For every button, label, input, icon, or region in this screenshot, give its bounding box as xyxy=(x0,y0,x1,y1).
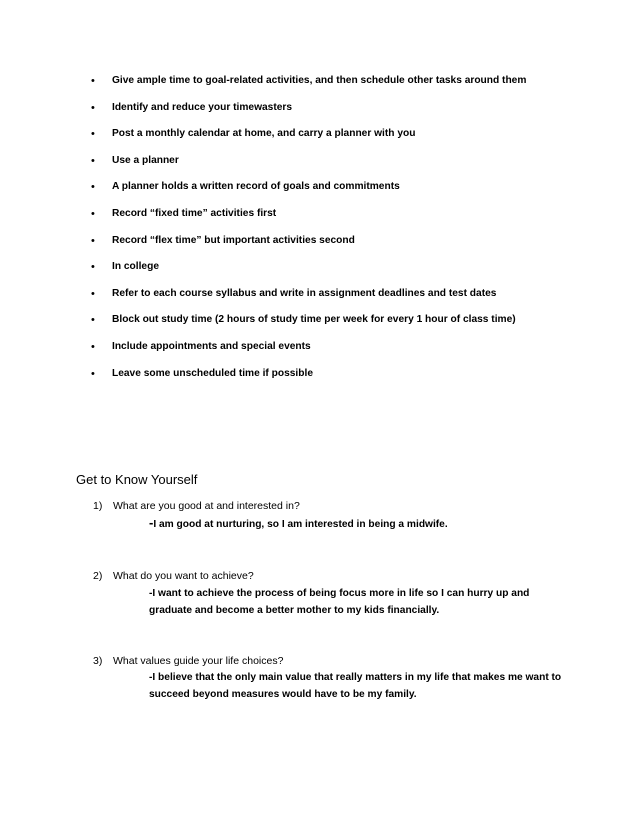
list-item xyxy=(0,99,638,126)
list-item xyxy=(0,205,638,232)
bullet-icon: • xyxy=(91,367,95,380)
answer-text: -I want to achieve the process of being focus more in life so I can hurry up and graduate and become a better mother to my kids financially. xyxy=(149,588,530,616)
question-number: 1) xyxy=(93,500,103,512)
bullet-text: Give ample time to goal-related activities, and then schedule other tasks around them xyxy=(112,75,527,86)
list-item xyxy=(0,338,638,365)
bullet-icon: • xyxy=(91,75,95,87)
question-text: What are you good at and interested in? xyxy=(113,500,300,512)
answer-body: I am good at nurturing, so I am interested in being a midwife. xyxy=(153,519,448,530)
answer-text: -I believe that the only main value that really matters in my life that makes me want to succeed beyond measures would have to be my family. xyxy=(149,672,562,700)
question-text: What do you want to achieve? xyxy=(113,570,254,582)
answer-dash: - xyxy=(149,515,154,530)
bullet-icon: • xyxy=(91,234,95,247)
bullet-text: Leave some unscheduled time if possible xyxy=(112,367,313,379)
list-item xyxy=(0,72,638,99)
bullet-icon: • xyxy=(91,101,95,114)
bullet-text: Block out study time (2 hours of study time per week for every 1 hour of class time) xyxy=(112,314,516,326)
list-item xyxy=(0,125,638,152)
list-item xyxy=(0,285,638,312)
list-item xyxy=(0,178,638,205)
bullet-icon: • xyxy=(91,181,95,194)
bullet-text: Refer to each course syllabus and write in assignment deadlines and test dates xyxy=(112,287,497,299)
bullet-text: Post a monthly calendar at home, and carry a planner with you xyxy=(112,128,416,140)
bullet-text: Record “flex time” but important activities second xyxy=(112,234,355,246)
bullet-icon: • xyxy=(91,207,95,220)
bullet-text: Identify and reduce your timewasters xyxy=(112,101,293,113)
bullet-text: In college xyxy=(112,261,159,273)
bullet-icon: • xyxy=(91,128,95,141)
section-heading: Get to Know Yourself xyxy=(76,472,198,487)
bullet-text: A planner holds a written record of goals and commitments xyxy=(112,181,400,193)
bullet-text: Use a planner xyxy=(112,154,179,166)
question-number: 2) xyxy=(93,570,103,582)
answer-text xyxy=(149,514,569,533)
list-item xyxy=(0,152,638,179)
list-item xyxy=(0,258,638,285)
bullet-icon: • xyxy=(91,154,95,167)
bullet-list xyxy=(0,72,638,391)
list-item xyxy=(0,311,638,338)
bullet-text: Record “fixed time” activities first xyxy=(112,207,277,219)
bullet-icon: • xyxy=(91,261,95,274)
bullet-icon: • xyxy=(91,287,95,300)
question-text: What values guide your life choices? xyxy=(113,655,284,667)
bullet-icon: • xyxy=(91,340,95,353)
question-number: 3) xyxy=(93,655,103,667)
bullet-icon: • xyxy=(91,314,95,327)
list-item xyxy=(0,232,638,259)
list-item xyxy=(0,365,638,392)
bullet-text: Include appointments and special events xyxy=(112,340,311,352)
